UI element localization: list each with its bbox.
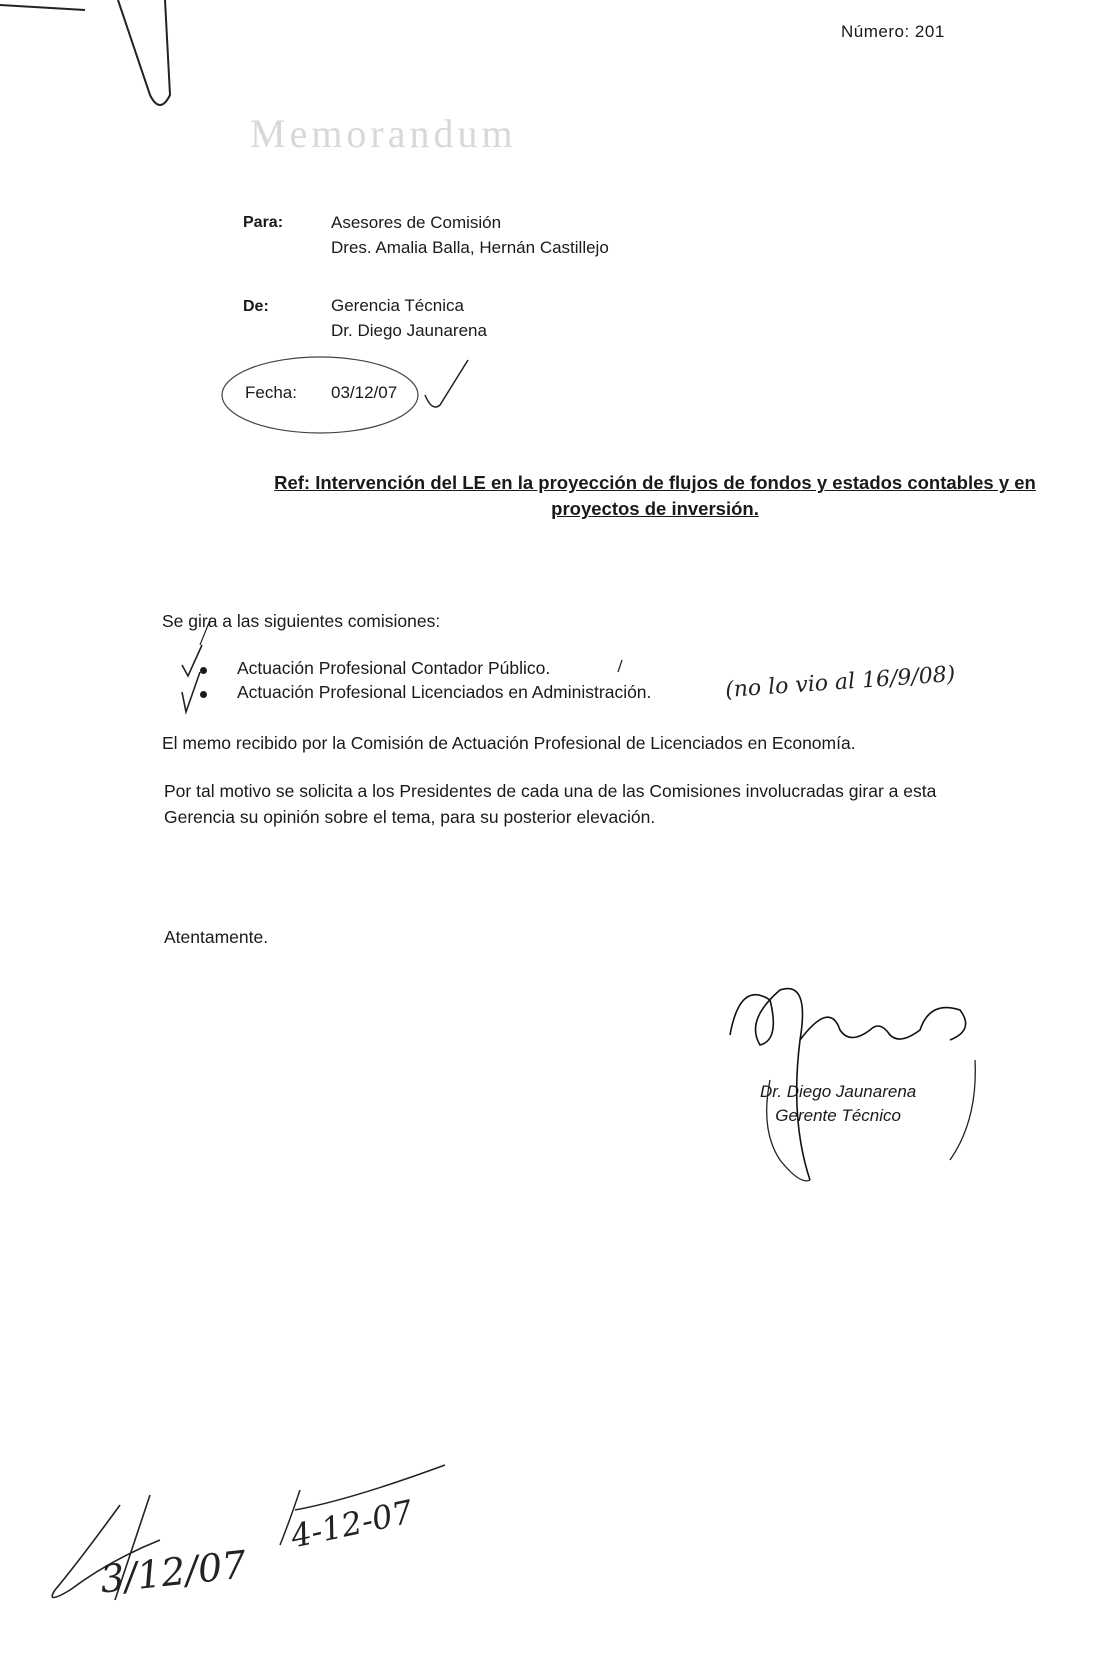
paragraph-2-line-2: Gerencia su opinión sobre el tema, para su posterior elevación. — [164, 807, 656, 827]
paperclip-mark — [118, 0, 170, 105]
check-mark-2 — [182, 672, 200, 712]
check-tail — [200, 620, 210, 645]
signature-scribble — [730, 989, 966, 1180]
signature-bracket-right — [950, 1060, 975, 1160]
handwritten-date-1: 3/12/07 — [98, 1542, 249, 1602]
small-tick-mark — [618, 660, 622, 672]
de-line-1: Gerencia Técnica — [331, 296, 464, 315]
check-mark-1 — [182, 645, 202, 676]
ref-line-2: proyectos de inversión. — [551, 498, 759, 519]
paperclip-edge — [0, 5, 85, 10]
fecha-label: Fecha: — [245, 383, 297, 402]
de-label: De: — [243, 298, 269, 315]
handwritten-date-2: 4-12-07 — [287, 1492, 417, 1556]
para-label: Para: — [243, 214, 284, 231]
fecha-circle-mark — [222, 357, 418, 433]
intro-text: Se gira a las siguientes comisiones: — [162, 611, 441, 631]
signer-title: Gerente Técnico — [775, 1106, 901, 1125]
fecha-value: 03/12/07 — [331, 383, 398, 402]
faint-memo-title: Memorandum — [250, 111, 517, 156]
initials-scribble-1 — [52, 1495, 160, 1600]
fecha-check-mark — [425, 360, 468, 407]
para-line-1: Asesores de Comisión — [331, 213, 502, 232]
handwritten-note: (no lo vio al 16/9/08) — [724, 661, 957, 704]
paragraph-2-line-1: Por tal motivo se solicita a los Presidentes de cada una de las Comisiones involucradas girar a esta — [164, 781, 937, 801]
bullet-text-2: Actuación Profesional Licenciados en Administración. — [237, 682, 652, 702]
paragraph-1: El memo recibido por la Comisión de Actuación Profesional de Licenciados en Economía. — [162, 733, 856, 753]
signature-bracket-left — [767, 1080, 810, 1181]
signer-name: Dr. Diego Jaunarena — [760, 1082, 917, 1101]
ref-line-1: Ref: Intervención del LE en la proyección de flujos de fondos y estados contables y en — [274, 472, 1036, 493]
memo-number: Número: 201 — [841, 22, 945, 41]
initials-scribble-2 — [280, 1465, 445, 1545]
de-line-2: Dr. Diego Jaunarena — [331, 321, 487, 340]
para-line-2: Dres. Amalia Balla, Hernán Castillejo — [331, 238, 609, 257]
bullet-text-1: Actuación Profesional Contador Público. — [237, 658, 551, 678]
closing-text: Atentamente. — [164, 927, 269, 947]
